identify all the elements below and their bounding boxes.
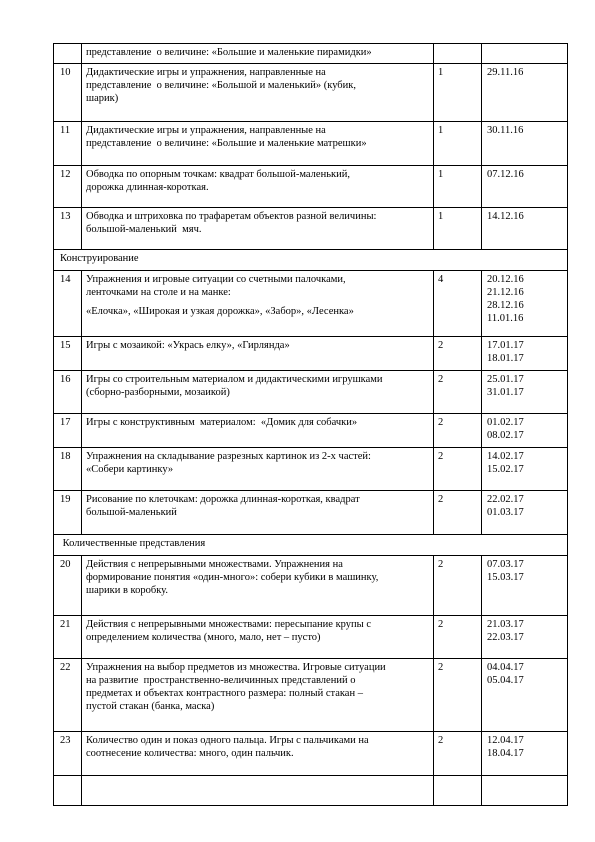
table-row [54, 556, 568, 616]
lesson-dates [482, 448, 568, 491]
lesson-date: 28.12.16 [487, 300, 524, 311]
lesson-hours [434, 776, 482, 806]
lesson-hours: 1 [434, 122, 482, 166]
lesson-topic-line: определением количества (много, мало, нет – пусто) [86, 632, 321, 643]
lesson-topic-line: Дидактические игры и упражнения, направленные на [86, 125, 326, 136]
lesson-hours: 1 [434, 166, 482, 208]
lesson-number: 21 [54, 616, 82, 659]
lesson-date: 21.03.17 [487, 619, 524, 630]
lesson-date: 18.04.17 [487, 748, 524, 759]
lesson-dates [482, 732, 568, 776]
lesson-date: 14.12.16 [487, 211, 524, 222]
lesson-topic [82, 208, 434, 250]
lesson-dates [482, 44, 568, 64]
lesson-number: 23 [54, 732, 82, 776]
lesson-dates [482, 166, 568, 208]
lesson-topic [82, 616, 434, 659]
lesson-topic-line: Игры с конструктивным материалом: «Домик для собачки» [86, 417, 358, 428]
lesson-topic [82, 491, 434, 535]
lesson-topic [82, 122, 434, 166]
lesson-topic [82, 271, 434, 337]
lesson-date: 18.01.17 [487, 353, 524, 364]
lesson-topic [82, 337, 434, 371]
lesson-topic [82, 414, 434, 448]
lesson-topic-line: предметах и объектах контрастного размера: полный стакан – [86, 688, 363, 699]
lesson-number: 11 [54, 122, 82, 166]
lesson-topic [82, 556, 434, 616]
lesson-topic-line: Упражнения на выбор предметов из множества. Игровые ситуации [86, 662, 386, 673]
table-row [54, 64, 568, 122]
lesson-date: 08.02.17 [487, 430, 524, 441]
lesson-number: 18 [54, 448, 82, 491]
lesson-topic [82, 371, 434, 414]
lesson-hours: 4 [434, 271, 482, 337]
lesson-date: 22.03.17 [487, 632, 524, 643]
lesson-topic-line: дорожка длинная-короткая. [86, 182, 209, 193]
lesson-topic-line: Рисование по клеточкам: дорожка длинная-короткая, квадрат [86, 494, 360, 505]
lesson-number: 10 [54, 64, 82, 122]
lesson-hours: 2 [434, 337, 482, 371]
lesson-topic-line: Игры с мозаикой: «Укрась елку», «Гирлянда» [86, 340, 290, 351]
lesson-topic-line: Упражнения и игровые ситуации со счетными палочками, [86, 274, 346, 285]
lesson-dates [482, 659, 568, 732]
lesson-topic-line: представление о величине: «Большой и маленький» (кубик, [86, 80, 356, 91]
lesson-topic-line: шарик) [86, 93, 119, 104]
lesson-date: 01.03.17 [487, 507, 524, 518]
table-row [54, 659, 568, 732]
lesson-topic [82, 732, 434, 776]
lesson-number: 19 [54, 491, 82, 535]
table-row [54, 371, 568, 414]
lesson-date: 11.01.16 [487, 313, 524, 324]
lesson-number: 13 [54, 208, 82, 250]
lesson-topic [82, 166, 434, 208]
lesson-dates [482, 371, 568, 414]
table-row [54, 337, 568, 371]
lesson-topic-line: на развитие пространственно-величинных представлений о [86, 675, 356, 686]
lesson-date: 14.02.17 [487, 451, 524, 462]
lesson-dates [482, 616, 568, 659]
lesson-hours: 2 [434, 616, 482, 659]
lesson-plan-body [54, 44, 568, 806]
table-row [54, 166, 568, 208]
lesson-dates [482, 776, 568, 806]
lesson-hours: 2 [434, 659, 482, 732]
lesson-dates [482, 122, 568, 166]
lesson-topic-line: Действия с непрерывными множествами: пересыпание крупы с [86, 619, 371, 630]
lesson-topic [82, 64, 434, 122]
lesson-date: 31.01.17 [487, 387, 524, 398]
lesson-date: 05.04.17 [487, 675, 524, 686]
lesson-date: 04.04.17 [487, 662, 524, 673]
lesson-number: 16 [54, 371, 82, 414]
lesson-topic [82, 776, 434, 806]
lesson-topic-line: представление о величине: «Большие и маленькие пирамидки» [86, 47, 372, 58]
lesson-number [54, 776, 82, 806]
lesson-dates [482, 337, 568, 371]
table-row [54, 732, 568, 776]
lesson-number: 15 [54, 337, 82, 371]
lesson-topic-line: формирование понятия «один-много»: собери кубики в машинку, [86, 572, 379, 583]
lesson-topic-line: «Елочка», «Широкая и узкая дорожка», «Забор», «Лесенка» [86, 306, 354, 317]
lesson-number: 12 [54, 166, 82, 208]
lesson-topic-line: ленточками на столе и на манке: [86, 287, 231, 298]
lesson-hours: 2 [434, 556, 482, 616]
lesson-date: 07.12.16 [487, 169, 524, 180]
lesson-topic [82, 44, 434, 64]
lesson-hours: 2 [434, 371, 482, 414]
section-title: Конструирование [54, 250, 568, 271]
lesson-hours: 2 [434, 732, 482, 776]
lesson-topic-line: Действия с непрерывными множествами. Упражнения на [86, 559, 343, 570]
lesson-date: 15.02.17 [487, 464, 524, 475]
lesson-date: 20.12.16 [487, 274, 524, 285]
table-row [54, 208, 568, 250]
lesson-hours: 2 [434, 491, 482, 535]
table-row [54, 271, 568, 337]
lesson-date: 22.02.17 [487, 494, 524, 505]
lesson-topic-line: большой-маленький [86, 507, 177, 518]
lesson-dates [482, 271, 568, 337]
table-row [54, 44, 568, 64]
lesson-topic [82, 448, 434, 491]
lesson-date: 30.11.16 [487, 125, 524, 136]
lesson-topic-line: пустой стакан (банка, маска) [86, 701, 215, 712]
lesson-date: 17.01.17 [487, 340, 524, 351]
lesson-hours: 1 [434, 64, 482, 122]
lesson-hours [434, 44, 482, 64]
lesson-date: 01.02.17 [487, 417, 524, 428]
table-row [54, 776, 568, 806]
lesson-topic-line: большой-маленький мяч. [86, 224, 202, 235]
lesson-number: 22 [54, 659, 82, 732]
lesson-topic-line: Упражнения на складывание разрезных картинок из 2-х частей: [86, 451, 371, 462]
lesson-date: 21.12.16 [487, 287, 524, 298]
section-header-row [54, 250, 568, 271]
lesson-topic-line: соотнесение количества: много, один пальчик. [86, 748, 294, 759]
lesson-topic [82, 659, 434, 732]
lesson-dates [482, 556, 568, 616]
lesson-hours: 1 [434, 208, 482, 250]
table-row [54, 414, 568, 448]
table-row [54, 448, 568, 491]
lesson-number: 20 [54, 556, 82, 616]
lesson-number: 14 [54, 271, 82, 337]
lesson-dates [482, 64, 568, 122]
lesson-number: 17 [54, 414, 82, 448]
lesson-topic-line: (сборно-разборными, мозаикой) [86, 387, 230, 398]
lesson-topic-line: Игры со строительным материалом и дидактическими игрушками [86, 374, 383, 385]
lesson-date: 29.11.16 [487, 67, 524, 78]
lesson-dates [482, 208, 568, 250]
lesson-number [54, 44, 82, 64]
lesson-hours: 2 [434, 448, 482, 491]
lesson-dates [482, 491, 568, 535]
lesson-topic-line: «Собери картинку» [86, 464, 174, 475]
lesson-topic-line: шарики в коробку. [86, 585, 168, 596]
table-row [54, 122, 568, 166]
lesson-date: 15.03.17 [487, 572, 524, 583]
table-row [54, 491, 568, 535]
lesson-topic-line: представление о величине: «Большие и маленькие матрешки» [86, 138, 367, 149]
lesson-dates [482, 414, 568, 448]
lesson-hours: 2 [434, 414, 482, 448]
lesson-date: 25.01.17 [487, 374, 524, 385]
section-title: Количественные представления [54, 535, 568, 556]
lesson-topic-line: Обводка по опорным точкам: квадрат большой-маленький, [86, 169, 350, 180]
lesson-topic-line: Обводка и штриховка по трафаретам объектов разной величины: [86, 211, 377, 222]
lesson-plan-table [53, 43, 568, 806]
lesson-topic-line: Дидактические игры и упражнения, направленные на [86, 67, 326, 78]
section-header-row [54, 535, 568, 556]
lesson-date: 12.04.17 [487, 735, 524, 746]
lesson-date: 07.03.17 [487, 559, 524, 570]
lesson-topic-line: Количество один и показ одного пальца. Игры с пальчиками на [86, 735, 369, 746]
table-row [54, 616, 568, 659]
